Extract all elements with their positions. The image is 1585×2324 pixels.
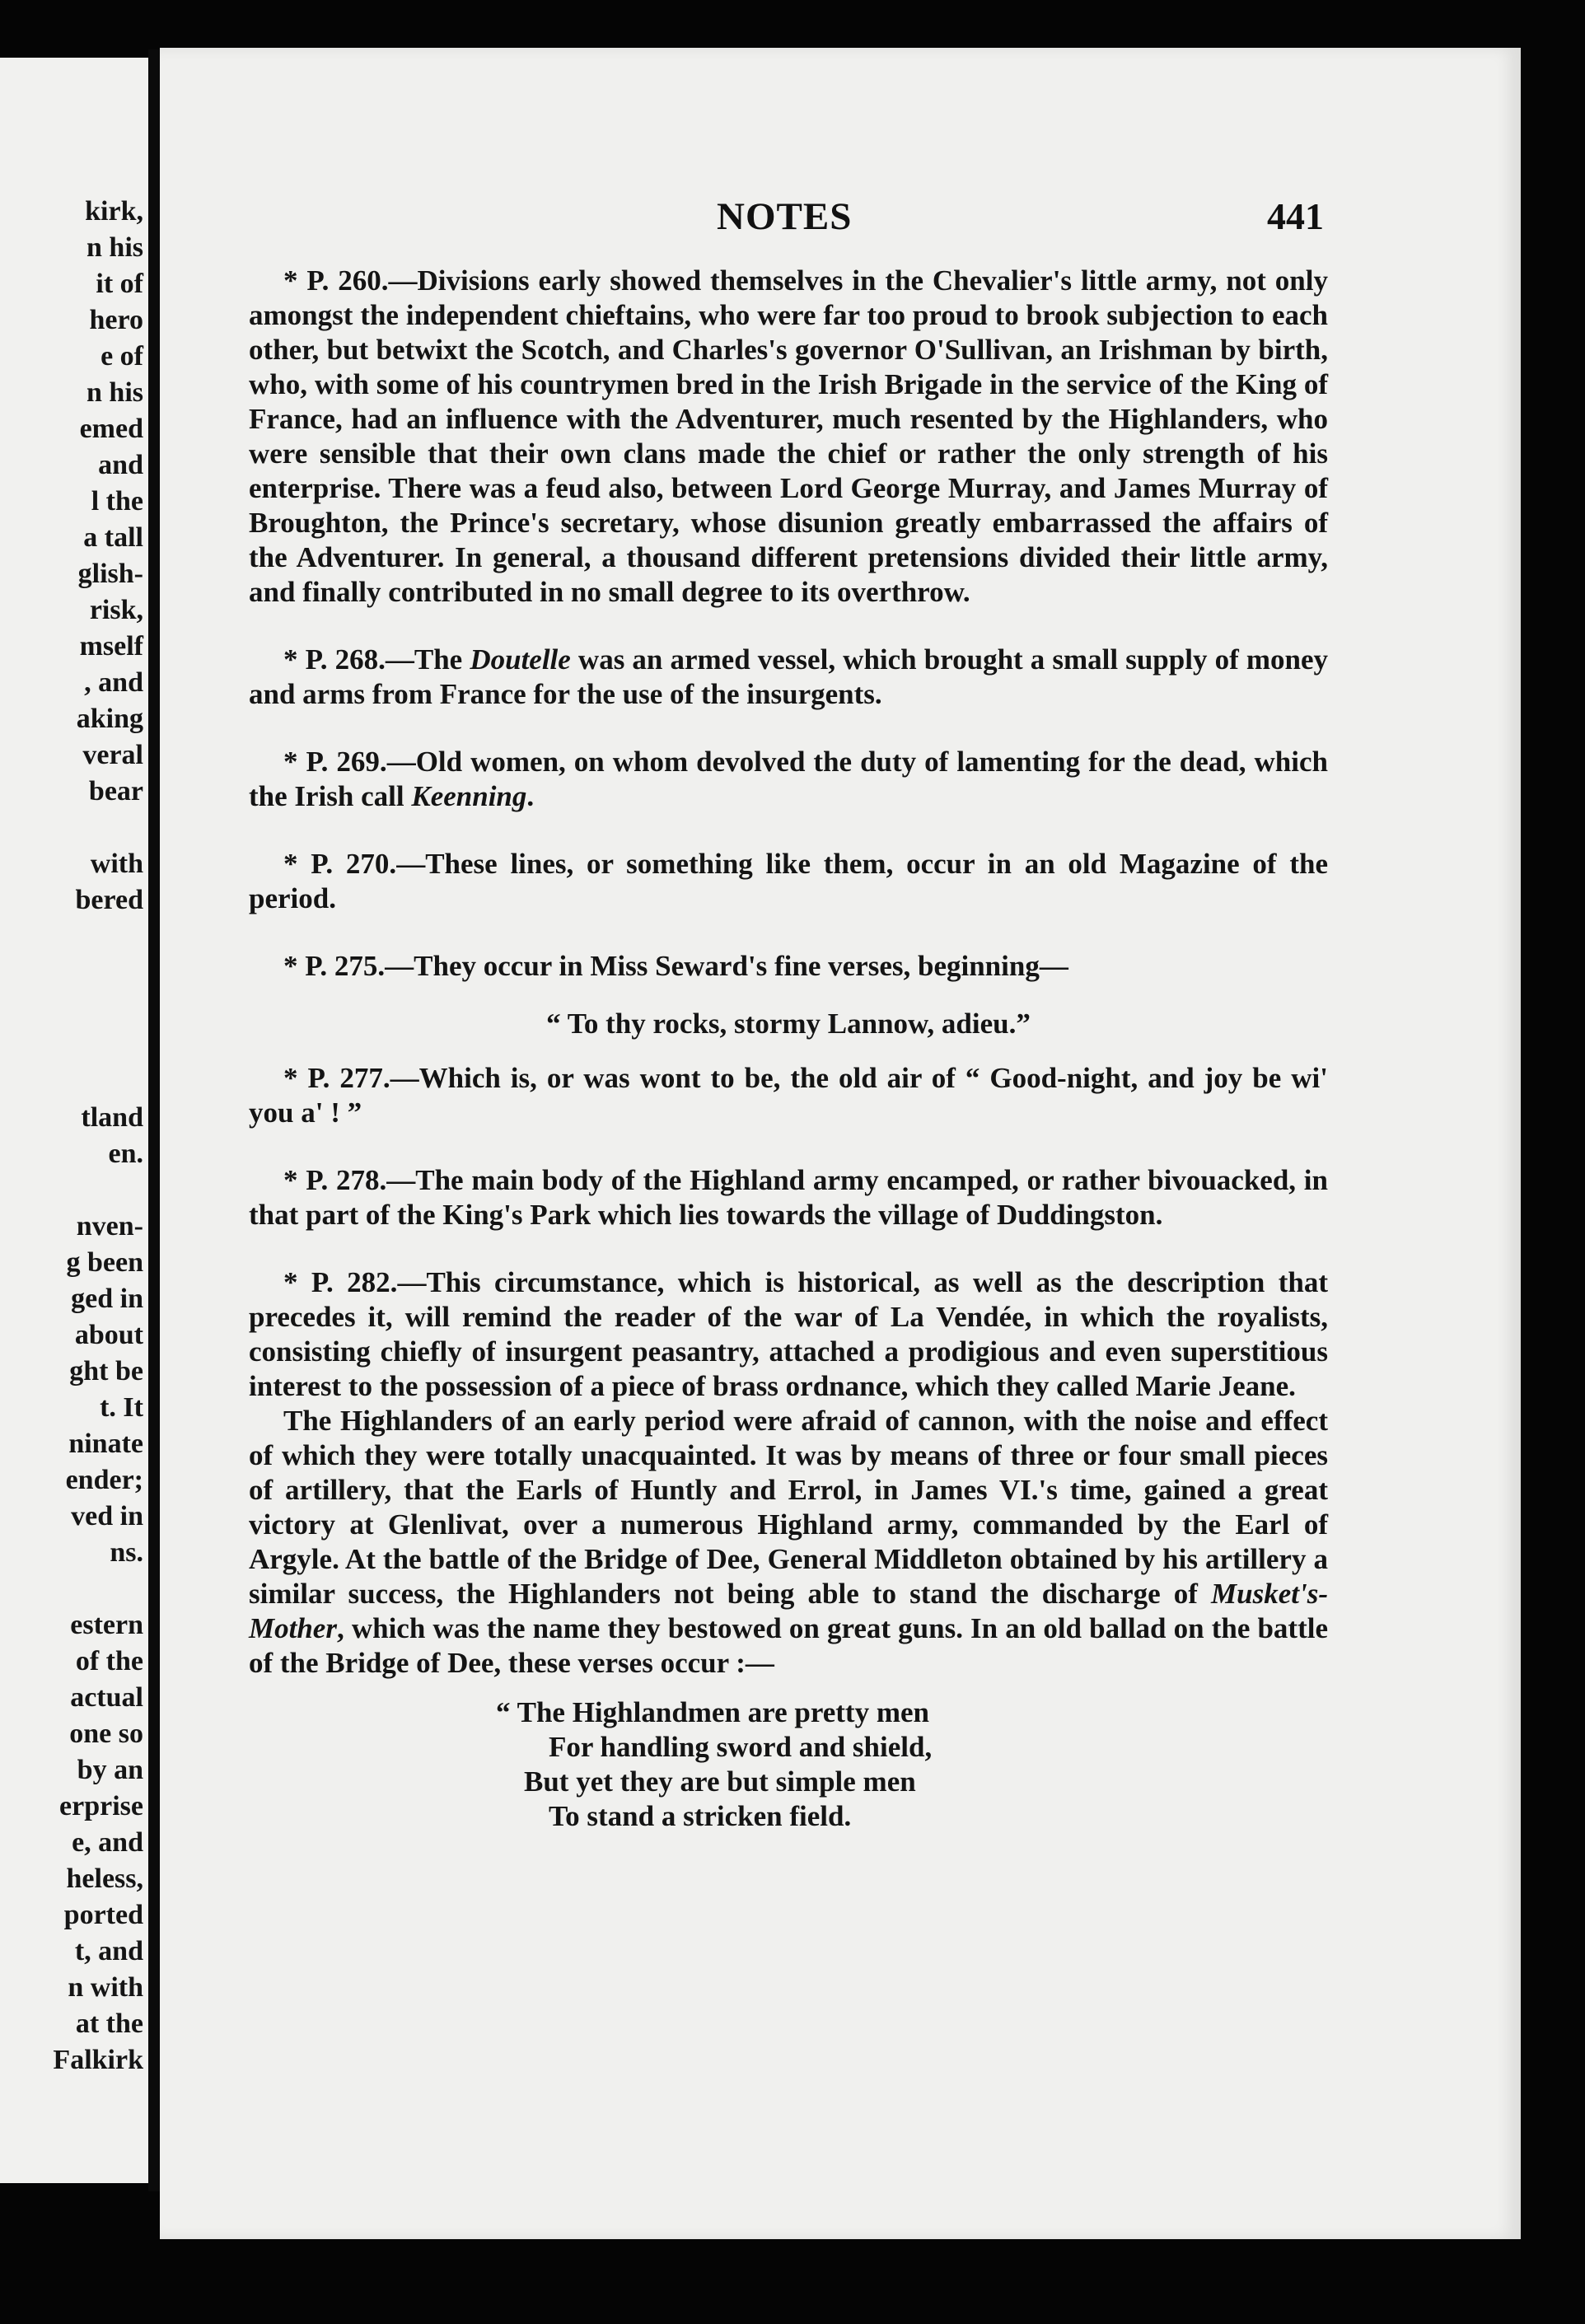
previous-page-line: tland (81, 1102, 143, 1133)
previous-page-line: nven- (76, 1211, 143, 1241)
note-p260 (249, 264, 1328, 610)
previous-page-line: with (90, 849, 143, 879)
previous-page-line: glish- (77, 559, 143, 589)
previous-page-line: g been (66, 1247, 143, 1278)
previous-page-line: en. (108, 1139, 143, 1169)
note-p275 (249, 949, 1328, 984)
previous-page-line: aking (76, 704, 143, 734)
note-body: —This circumstance, which is historical, as well as the description that precedes it, will remind the reader of the war of La Vendée, in which the royalists, consisting chiefly of insurgent peasantry, attached a prodigious and even superstitious interest to the possession of a piece of brass ordnance, which they called Marie Jeane. (249, 1266, 1328, 1402)
previous-page-line: t, and (74, 1936, 143, 1966)
note-italic: Musket's-Mother (249, 1578, 1328, 1644)
previous-page-line: estern (70, 1610, 143, 1640)
previous-page-line: mself (79, 631, 143, 662)
previous-page-line: ged in (71, 1284, 143, 1314)
previous-page-line: risk, (89, 595, 143, 625)
previous-page-line: veral (82, 740, 143, 770)
poem-line: “ The Highlandmen are pretty men (496, 1696, 929, 1728)
note-p277 (249, 1061, 1328, 1130)
note-body: , which was the name they bestowed on great guns. In an old ballad on the battle of the Bridge of Dee, these verses occur :— (249, 1612, 1328, 1679)
note-ref: * P. 269. (283, 746, 387, 778)
previous-page-line: Falkirk (53, 2045, 143, 2075)
previous-page-line: , and (84, 667, 143, 698)
note-p270 (249, 847, 1328, 916)
quoted-verse: “ To thy rocks, stormy Lannow, adieu.” (546, 1008, 1031, 1040)
previous-page-line: ninate (68, 1429, 143, 1459)
previous-page-line: erprise (59, 1791, 143, 1821)
note-p278 (249, 1163, 1328, 1232)
note-body: was an armed vessel, which brought a small supply of money and arms from France for the use of the insurgents. (249, 643, 1328, 710)
previous-page-line: ender; (65, 1465, 143, 1495)
note-ref: * P. 275. (283, 950, 386, 982)
note-ref: * P. 270. (283, 848, 397, 880)
ballad-verse (496, 1695, 1328, 1834)
poem-line: To stand a stricken field. (549, 1800, 852, 1832)
previous-page-line: t. It (100, 1392, 143, 1423)
note-body: —The (385, 643, 470, 676)
poem-line: But yet they are but simple men (524, 1765, 916, 1798)
previous-page-line: ght be (69, 1356, 143, 1386)
previous-page-line: n his (86, 232, 143, 263)
note-italic: Doutelle (470, 643, 571, 676)
notes-text (249, 264, 1328, 1834)
previous-page-line: bered (75, 885, 143, 915)
previous-page-line: ported (63, 1900, 143, 1930)
book-page (160, 48, 1521, 2239)
note-p268 (249, 643, 1328, 712)
note-body: —The main body of the Highland army encamped, or rather bivouacked, in that part of the King's Park which lies towards the village of Duddingston. (249, 1164, 1328, 1231)
note-body: . (526, 780, 535, 812)
previous-page-line: hero (89, 305, 143, 335)
note-ref: * P. 277. (283, 1062, 390, 1094)
poem-line: For handling sword and shield, (549, 1731, 933, 1763)
note-ref: * P. 278. (283, 1164, 387, 1196)
note-body: —These lines, or something like them, occur in an old Magazine of the period. (249, 848, 1328, 914)
previous-page-line: ved in (71, 1501, 143, 1531)
note-body: The Highlanders of an early period were afraid of cannon, with the noise and effect of which they were totally unacquainted. It was by means of three or four small pieces of artillery, that the Earls of Huntly and Errol, in James VI.'s time, gained a great victory at Glenlivat, over a numerous Highland army, commanded by the Earl of Argyle. At the battle of the Bridge of Dee, General Middleton obtained by his artillery a similar success, the Highlanders not being able to stand the discharge of (249, 1405, 1328, 1610)
page-number: 441 (1267, 195, 1324, 237)
previous-page-line: e, and (72, 1827, 143, 1858)
previous-page-line: it of (96, 269, 143, 299)
previous-page-line: by an (77, 1755, 143, 1785)
previous-page-line: n his (86, 377, 143, 408)
note-body: —They occur in Miss Seward's fine verses, beginning— (385, 950, 1068, 982)
previous-page-line: n with (68, 1972, 143, 2003)
previous-page-line: of the (75, 1646, 143, 1676)
previous-page-line: emed (79, 414, 143, 444)
note-ref: * P. 268. (283, 643, 386, 676)
previous-page-line: about (74, 1320, 143, 1350)
note-body: —Which is, or was wont to be, the old air of “ Good-night, and joy be wi' you a' ! ” (249, 1062, 1328, 1129)
note-p282-continuation (249, 1404, 1328, 1681)
note-ref: * P. 260. (283, 264, 389, 297)
previous-page-line: actual (70, 1682, 143, 1713)
previous-page-line: bear (88, 776, 143, 807)
previous-page-line: heless, (66, 1863, 143, 1894)
previous-page-fragment (0, 58, 148, 2183)
previous-page-line: at the (75, 2008, 143, 2039)
note-p282 (249, 1265, 1328, 1404)
note-ref: * P. 282. (283, 1266, 398, 1298)
previous-page-line: ns. (110, 1537, 143, 1568)
previous-page-line: kirk, (85, 196, 143, 227)
book-gutter (148, 49, 160, 2191)
previous-page-line: e of (101, 341, 143, 372)
previous-page-line: one so (69, 1718, 143, 1749)
note-body: —Divisions early showed themselves in the Chevalier's little army, not only amongst the independent chieftains, who were far too proud to brook subjection to each other, but betwixt the Scotch, and Charles's governor O'Sullivan, an Irishman by birth, who, with some of his countrymen bred in the Irish Brigade in the service of the King of France, had an influence with the Adventurer, much resented by the Highlanders, who were sensible that their own clans made the chief or rather the only strength of his enterprise. There was a feud also, between Lord George Murray, and James Murray of Broughton, the Prince's secretary, whose disunion greatly embarrassed the affairs of the Adventurer. In general, a thousand different pretensions divided their little army, and finally contributed in no small degree to its overthrow. (249, 264, 1328, 608)
page-header (160, 194, 1521, 244)
note-body: —Old women, on whom devolved the duty of lamenting for the dead, which the Irish call (249, 746, 1328, 812)
running-head: NOTES (717, 195, 853, 238)
previous-page-line: and (98, 450, 143, 480)
previous-page-line: a tall (83, 522, 143, 553)
note-italic: Keenning (411, 780, 527, 812)
previous-page-line: l the (91, 486, 143, 517)
note-p269 (249, 745, 1328, 814)
